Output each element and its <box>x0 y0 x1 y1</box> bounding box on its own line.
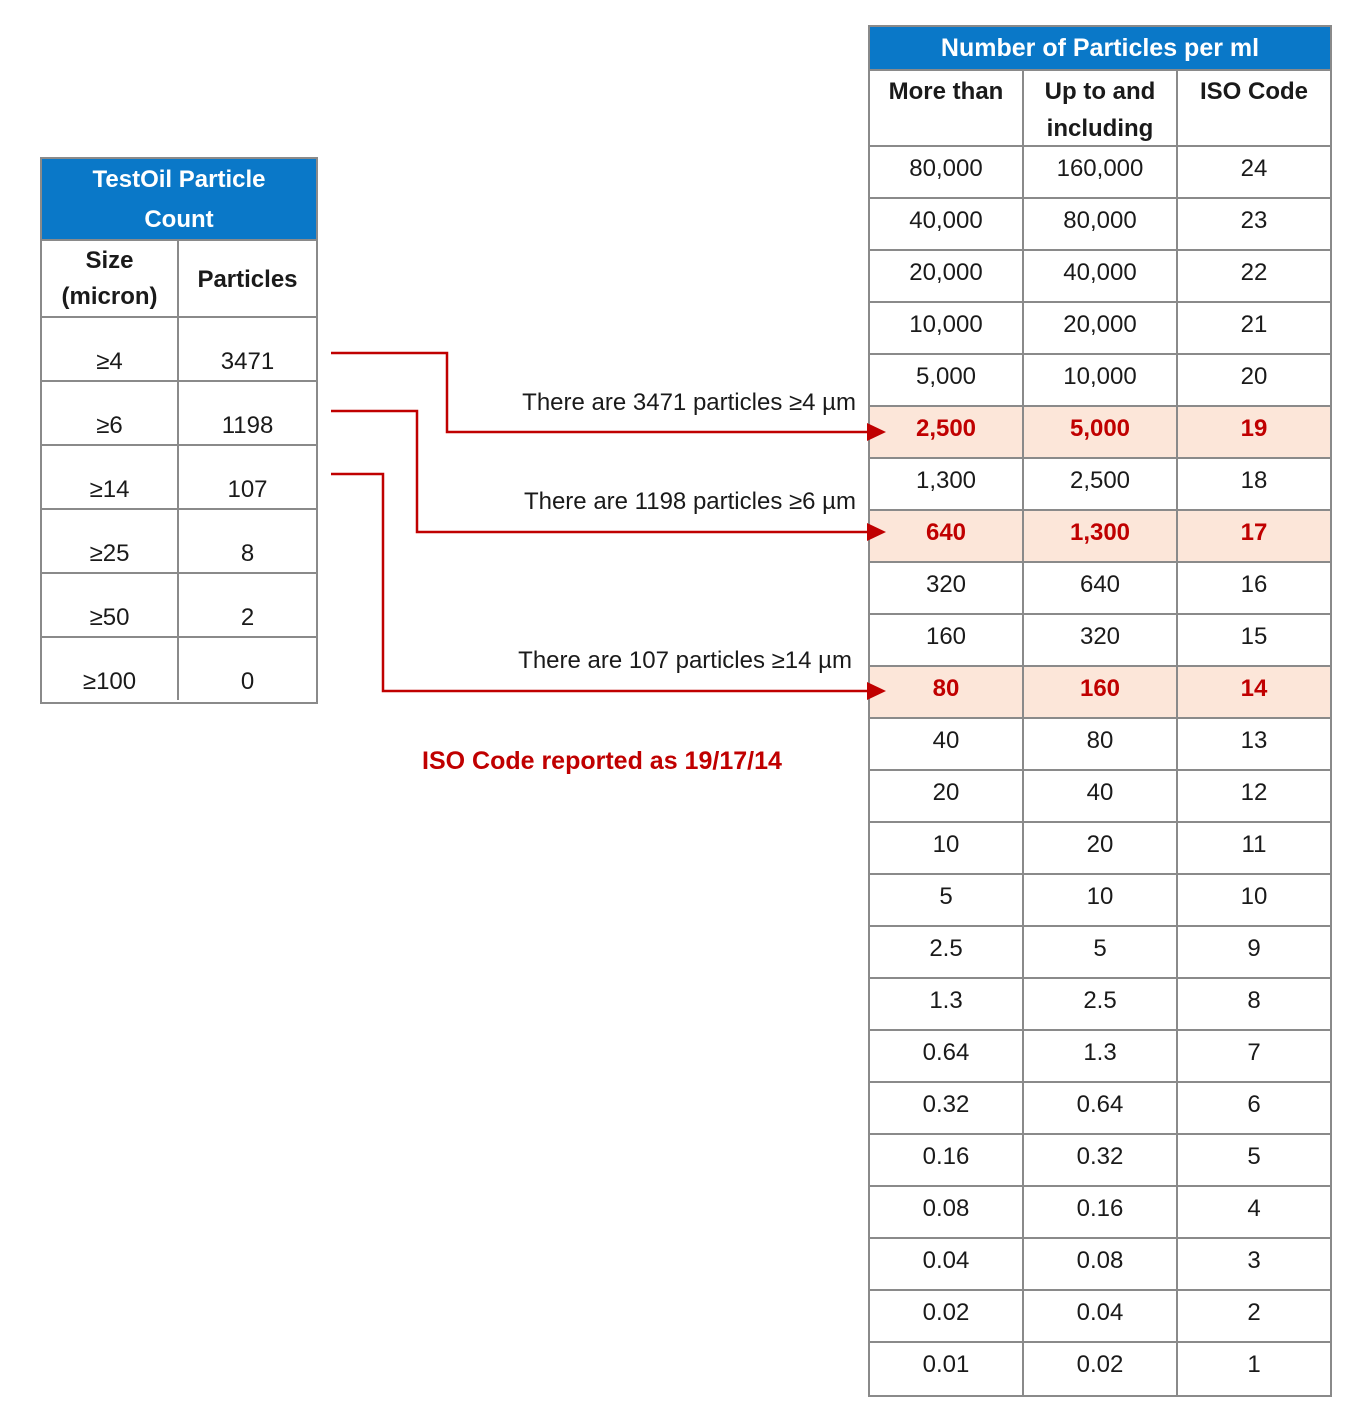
size-cell: ≥25 <box>42 510 179 572</box>
iso-code-cell: 1 <box>1247 1351 1261 1378</box>
iso-code-cell: 15 <box>1240 623 1268 650</box>
table-row <box>870 1187 1330 1239</box>
up-to-cell: 1.3 <box>1024 1031 1178 1081</box>
title-line-2: Count <box>144 206 214 233</box>
iso-code-cell: 6 <box>1247 1091 1261 1118</box>
iso-code-cell: 7 <box>1247 1039 1261 1066</box>
size-cell: ≥100 <box>42 638 179 700</box>
iso-code-cell: 17 <box>1240 519 1268 546</box>
iso-code-cell: 10 <box>1240 883 1268 910</box>
more-than-cell: 80 <box>870 667 1024 717</box>
annotation-4um: There are 3471 particles ≥4 µm <box>522 389 856 416</box>
table-row <box>870 1291 1330 1343</box>
annotation-14um: There are 107 particles ≥14 µm <box>518 647 852 674</box>
up-to-cell: 10,000 <box>1024 355 1178 405</box>
up-to-cell: 2,500 <box>1024 459 1178 509</box>
annotation-6um: There are 1198 particles ≥6 µm <box>523 488 856 515</box>
up-to-cell: 5 <box>1024 927 1178 977</box>
iso-code-cell: 24 <box>1240 155 1268 182</box>
testoil-particle-count-table <box>40 157 318 704</box>
up-to-header-line-1: Up to and <box>1044 78 1156 105</box>
table-row-highlighted <box>870 407 1330 459</box>
more-than-cell: 5,000 <box>870 355 1024 405</box>
more-than-cell: 80,000 <box>870 147 1024 197</box>
table-row <box>870 563 1330 615</box>
title-line-1: TestOil Particle <box>92 166 266 193</box>
size-cell: ≥6 <box>42 382 179 444</box>
iso-code-cell: 4 <box>1247 1195 1261 1222</box>
table-row <box>42 382 316 446</box>
up-to-cell: 0.02 <box>1024 1343 1178 1395</box>
up-to-cell: 160 <box>1024 667 1178 717</box>
more-than-cell: 2,500 <box>870 407 1024 457</box>
iso-code-cell: 13 <box>1240 727 1268 754</box>
up-to-cell: 0.08 <box>1024 1239 1178 1289</box>
up-to-cell: 0.32 <box>1024 1135 1178 1185</box>
iso-code-cell: 5 <box>1247 1143 1261 1170</box>
more-than-cell: 640 <box>870 511 1024 561</box>
up-to-cell: 0.04 <box>1024 1291 1178 1341</box>
more-than-cell: 1.3 <box>870 979 1024 1029</box>
table-row <box>870 199 1330 251</box>
table-row <box>42 510 316 574</box>
iso-code-cell: 16 <box>1240 571 1268 598</box>
testoil-header-row <box>42 241 316 318</box>
iso-code-cell: 21 <box>1240 311 1268 338</box>
iso-code-cell: 11 <box>1241 831 1267 858</box>
table-row <box>42 638 316 702</box>
iso-code-cell: 14 <box>1240 675 1268 702</box>
up-to-cell: 160,000 <box>1024 147 1178 197</box>
particles-cell: 2 <box>240 604 255 631</box>
table-row <box>870 823 1330 875</box>
up-to-cell: 40,000 <box>1024 251 1178 301</box>
up-to-cell: 10 <box>1024 875 1178 925</box>
table-row <box>42 446 316 510</box>
iso-code-cell: 3 <box>1247 1247 1261 1274</box>
table-row <box>870 979 1330 1031</box>
table-row <box>870 147 1330 199</box>
up-to-cell: 640 <box>1024 563 1178 613</box>
table-row-highlighted <box>870 511 1330 563</box>
more-than-cell: 0.08 <box>870 1187 1024 1237</box>
up-to-cell: 5,000 <box>1024 407 1178 457</box>
table-row <box>870 719 1330 771</box>
more-than-cell: 320 <box>870 563 1024 613</box>
particles-cell: 3471 <box>220 348 275 375</box>
table-row <box>870 1343 1330 1395</box>
up-to-cell: 80 <box>1024 719 1178 769</box>
size-header-line-2: (micron) <box>61 283 158 310</box>
iso-code-cell: 20 <box>1240 363 1268 390</box>
particles-cell: 8 <box>240 540 255 567</box>
table-row <box>42 318 316 382</box>
size-cell: ≥14 <box>42 446 179 508</box>
iso-code-cell: 22 <box>1240 259 1268 286</box>
table-row <box>870 1031 1330 1083</box>
iso-code-header: ISO Code <box>1199 78 1308 105</box>
iso-code-table <box>868 25 1332 1397</box>
table-row-highlighted <box>870 667 1330 719</box>
table-row <box>870 251 1330 303</box>
table-row <box>870 1135 1330 1187</box>
more-than-cell: 20 <box>870 771 1024 821</box>
table-row <box>870 355 1330 407</box>
more-than-cell: 10 <box>870 823 1024 873</box>
more-than-cell: 1,300 <box>870 459 1024 509</box>
particles-header: Particles <box>197 266 298 293</box>
more-than-cell: 0.64 <box>870 1031 1024 1081</box>
up-to-cell: 1,300 <box>1024 511 1178 561</box>
particles-cell: 0 <box>240 668 255 695</box>
iso-header-row <box>870 71 1330 147</box>
table-row <box>870 459 1330 511</box>
more-than-cell: 2.5 <box>870 927 1024 977</box>
iso-code-cell: 8 <box>1247 987 1261 1014</box>
more-than-cell: 40,000 <box>870 199 1024 249</box>
more-than-cell: 0.32 <box>870 1083 1024 1133</box>
up-to-cell: 320 <box>1024 615 1178 665</box>
more-than-cell: 20,000 <box>870 251 1024 301</box>
particles-cell: 107 <box>227 476 268 503</box>
more-than-cell: 0.02 <box>870 1291 1024 1341</box>
up-to-cell: 0.64 <box>1024 1083 1178 1133</box>
iso-table-title: Number of Particles per ml <box>870 27 1330 71</box>
up-to-cell: 2.5 <box>1024 979 1178 1029</box>
up-to-cell: 40 <box>1024 771 1178 821</box>
table-row <box>870 1239 1330 1291</box>
more-than-cell: 160 <box>870 615 1024 665</box>
up-to-header-line-2: including <box>1046 115 1154 142</box>
up-to-cell: 80,000 <box>1024 199 1178 249</box>
particles-cell: 1198 <box>221 412 274 439</box>
size-cell: ≥50 <box>42 574 179 636</box>
up-to-cell: 0.16 <box>1024 1187 1178 1237</box>
more-than-header: More than <box>870 71 1024 145</box>
iso-code-cell: 12 <box>1240 779 1268 806</box>
more-than-cell: 40 <box>870 719 1024 769</box>
up-to-header <box>1024 71 1178 145</box>
table-row <box>870 771 1330 823</box>
iso-code-cell: 19 <box>1240 415 1268 442</box>
size-cell: ≥4 <box>42 318 179 380</box>
up-to-cell: 20,000 <box>1024 303 1178 353</box>
more-than-cell: 5 <box>870 875 1024 925</box>
more-than-cell: 10,000 <box>870 303 1024 353</box>
more-than-cell: 0.16 <box>870 1135 1024 1185</box>
more-than-cell: 0.01 <box>870 1343 1024 1395</box>
iso-rows <box>870 147 1330 1395</box>
table-row <box>870 303 1330 355</box>
table-row <box>870 615 1330 667</box>
up-to-cell: 20 <box>1024 823 1178 873</box>
size-header <box>42 241 179 316</box>
table-row <box>42 574 316 638</box>
table-row <box>870 1083 1330 1135</box>
iso-code-cell: 2 <box>1247 1299 1261 1326</box>
testoil-table-title <box>42 159 316 241</box>
table-row <box>870 875 1330 927</box>
iso-code-cell: 23 <box>1240 207 1268 234</box>
more-than-cell: 0.04 <box>870 1239 1024 1289</box>
iso-code-result: ISO Code reported as 19/17/14 <box>422 747 782 775</box>
iso-code-cell: 9 <box>1247 935 1261 962</box>
size-header-line-1: Size <box>85 247 134 274</box>
table-row <box>870 927 1330 979</box>
iso-code-cell: 18 <box>1240 467 1268 494</box>
